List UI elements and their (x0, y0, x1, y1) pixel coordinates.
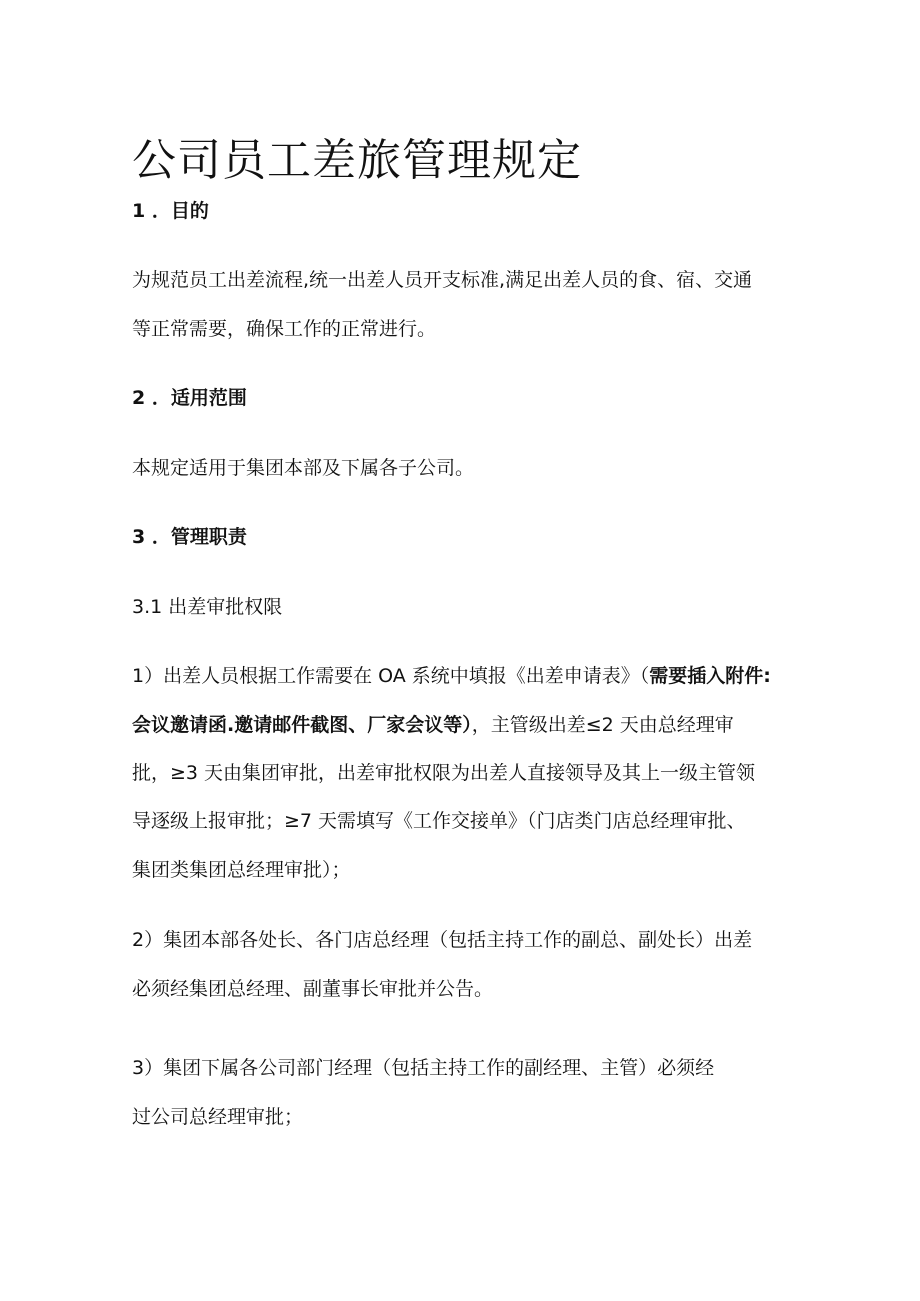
section-2-heading: 2 ．适用范围 (132, 387, 247, 409)
paragraph-1-line-5: 集团类集团总经理审批）； (132, 859, 351, 881)
paragraph-3-line-1: 3）集团下属各公司部门经理（包括主持工作的副经理、主管）必须经 (132, 1057, 715, 1079)
section-1-text-line-1: 为规范员工出差流程,统一出差人员开支标准,满足出差人员的食、宿、交通 (132, 269, 753, 291)
paragraph-1-line-1 (132, 663, 771, 689)
section-3-heading: 3 ．管理职责 (132, 526, 247, 548)
section-1-heading: 1 ．目的 (132, 200, 209, 222)
paragraph-1-line-4: 导逐级上报审批；≥7 天需填写《工作交接单》（门店类门店总经理审批、 (132, 810, 746, 832)
section-2-text: 本规定适用于集团本部及下属各子公司。 (132, 457, 475, 479)
document-title: 公司员工差旅管理规定 (132, 135, 582, 186)
subsection-3-1-heading: 3.1 出差审批权限 (132, 596, 283, 618)
paragraph-2-line-2: 必须经集团总经理、副董事长审批并公告。 (132, 978, 494, 1000)
paragraph-1-line-2-bold: 会议邀请函.邀请邮件截图、厂家会议等） (132, 714, 472, 736)
paragraph-1-line-1-text: 1）出差人员根据工作需要在 OA 系统中填报《出差申请表》（ (132, 665, 650, 687)
section-1-text-line-2: 等正常需要，确保工作的正常进行。 (132, 318, 437, 340)
paragraph-2-line-1: 2）集团本部各处长、各门店总经理（包括主持工作的副总、副处长）出差 (132, 929, 753, 951)
paragraph-1-line-2-text: ，主管级出差≤2 天由总经理审 (471, 714, 734, 736)
paragraph-3-line-2: 过公司总经理审批； (132, 1106, 304, 1128)
paragraph-1-line-2 (132, 712, 734, 738)
paragraph-1-line-3: 批，≥3 天由集团审批，出差审批权限为出差人直接领导及其上一级主管领 (132, 762, 756, 784)
paragraph-1-line-1-bold: 需要插入附件: (649, 665, 771, 687)
